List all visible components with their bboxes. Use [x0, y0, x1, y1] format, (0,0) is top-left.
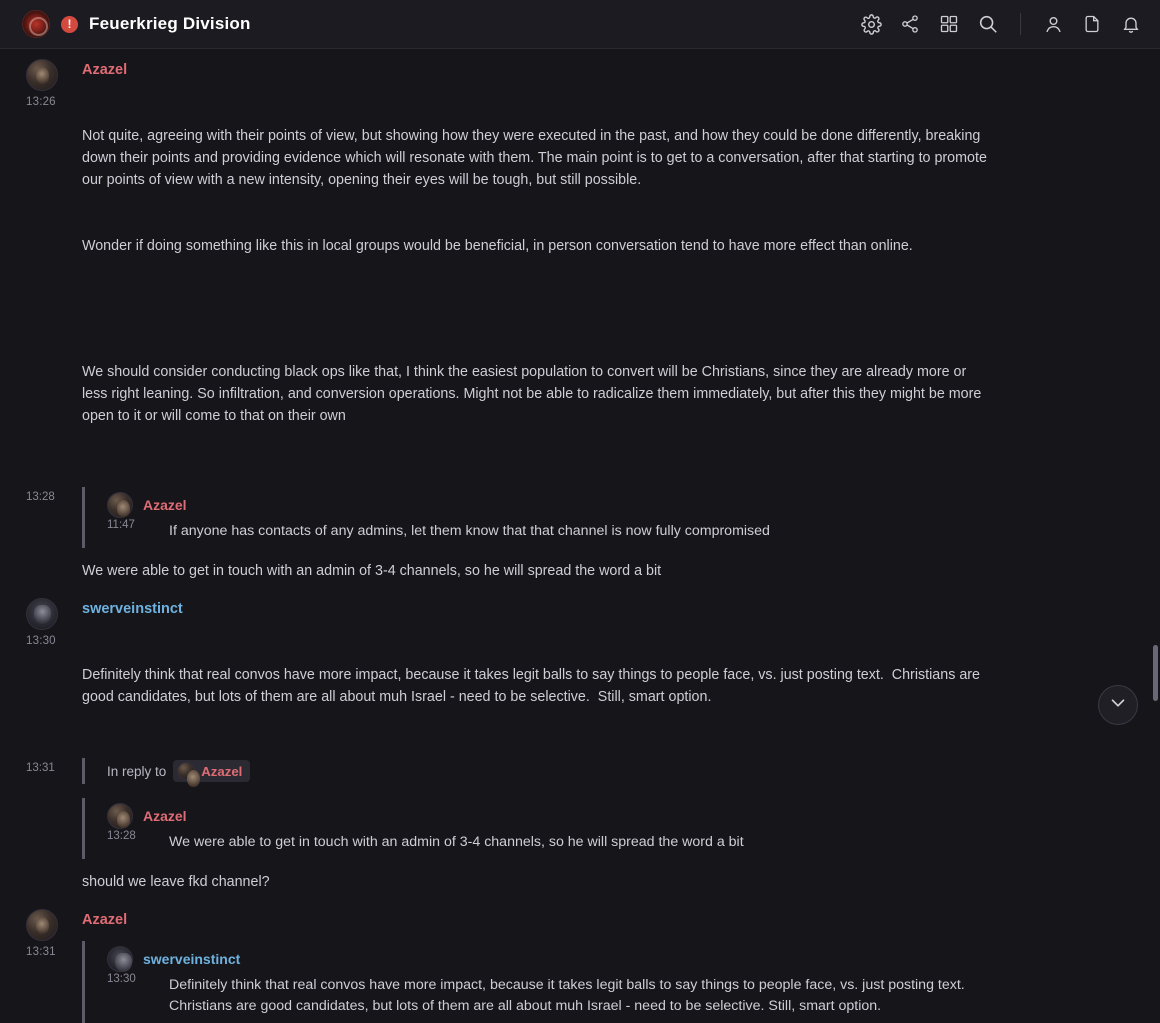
- message-timestamp: 13:31: [26, 946, 56, 958]
- page-title: Feuerkrieg Division: [89, 14, 251, 33]
- person-icon[interactable]: [1042, 13, 1064, 35]
- avatar[interactable]: [107, 946, 133, 972]
- message-item: [0, 758, 1160, 893]
- message-author[interactable]: swerveinstinct: [82, 601, 183, 617]
- avatar[interactable]: [26, 59, 58, 91]
- in-reply-to-author: Azazel: [201, 763, 243, 779]
- scroll-to-bottom-button[interactable]: [1098, 685, 1138, 725]
- header-right: [860, 13, 1142, 35]
- chevron-down-icon: [1107, 692, 1129, 719]
- quoted-message-text: If anyone has contacts of any admins, let them know that that channel is now fully compromised: [169, 523, 770, 539]
- message-header: [82, 59, 990, 81]
- message-timestamp: 13:30: [26, 635, 56, 647]
- avatar[interactable]: [26, 598, 58, 630]
- app-header: [0, 0, 1160, 49]
- message-author[interactable]: Azazel: [82, 912, 128, 928]
- in-reply-to[interactable]: [82, 758, 990, 784]
- message-paragraph: Wonder if doing something like this in local groups would be beneficial, in person conversation tend to have more effect than online.: [82, 238, 913, 254]
- message-body: [82, 81, 990, 471]
- in-reply-to-chip[interactable]: [173, 760, 250, 782]
- header-left: [22, 10, 860, 38]
- message-gutter: [26, 598, 72, 647]
- document-icon[interactable]: [1081, 13, 1103, 35]
- paragraph-spacer: [82, 301, 990, 317]
- message-timestamp: 13:26: [26, 96, 56, 108]
- message-list[interactable]: [0, 49, 1160, 1014]
- quoted-message-timestamp: 11:47: [107, 519, 135, 531]
- avatar[interactable]: [107, 492, 133, 518]
- message-timestamp: 13:28: [26, 491, 55, 503]
- avatar[interactable]: [26, 909, 58, 941]
- quoted-message-text: We were able to get in touch with an admin of 3-4 channels, so he will spread the word a bit: [169, 834, 744, 850]
- quoted-message-timestamp: 13:28: [107, 830, 136, 842]
- message-item: [0, 487, 1160, 582]
- bell-icon[interactable]: [1120, 13, 1142, 35]
- message-timestamp: 13:31: [26, 762, 55, 774]
- share-icon[interactable]: [899, 13, 921, 35]
- message-item: [0, 59, 1160, 475]
- message-header: [82, 909, 990, 931]
- avatar[interactable]: [107, 803, 133, 829]
- quoted-message-timestamp: 13:30: [107, 973, 136, 985]
- message-gutter: [26, 909, 72, 958]
- message-item: [0, 598, 1160, 752]
- message-paragraph: Definitely think that real convos have more impact, because it takes legit balls to say things to people face, vs. just posting text. Christians are good candidates, but lots of them are all about muh Israel - need to be selective. Still, smart option.: [82, 667, 984, 705]
- quoted-message-header: [107, 945, 990, 973]
- in-reply-to-label: In reply to: [107, 763, 167, 779]
- quoted-message[interactable]: [82, 941, 990, 1023]
- scrollbar-thumb[interactable]: [1153, 645, 1158, 701]
- server-avatar[interactable]: [22, 10, 50, 38]
- quoted-message-author[interactable]: swerveinstinct: [143, 951, 241, 967]
- search-icon[interactable]: [977, 13, 999, 35]
- message-paragraph: We should consider conducting black ops like that, I think the easiest population to convert will be Christians, since they are already more or less right leaning. So infiltration, and conversion operations. Might not be able to radicalize them immediately, but after this they might be more open to it or will come to that on their own: [82, 364, 986, 424]
- quoted-message-header: [107, 802, 990, 830]
- gear-icon[interactable]: [860, 13, 882, 35]
- avatar: [177, 762, 195, 780]
- quoted-message-author[interactable]: Azazel: [143, 497, 187, 513]
- header-divider: [1020, 13, 1021, 35]
- quoted-message[interactable]: [82, 798, 990, 859]
- message-body: We were able to get in touch with an admin of 3-4 channels, so he will spread the word a bit: [82, 563, 662, 579]
- message-item: [0, 909, 1160, 1023]
- quoted-message-author[interactable]: Azazel: [143, 808, 187, 824]
- message-paragraph: Not quite, agreeing with their points of view, but showing how they were executed in the past, and how they could be done differently, breaking down their points and providing evidence which will resonate with them. The main point is to get to a conversation, after that starting to promote our points of view with a new intensity, opening their eyes will be tough, but still possible.: [82, 128, 991, 188]
- message-header: [82, 598, 990, 620]
- quoted-message[interactable]: [82, 487, 990, 548]
- quoted-message-header: [107, 491, 990, 519]
- message-body: [82, 620, 990, 752]
- quoted-message-text: Definitely think that real convos have more impact, because it takes legit balls to say things to people face, vs. just posting text. Christians are good candidates, but lots of them are all about muh Israel - need to be selective. Still, smart option.: [169, 977, 965, 1014]
- message-author[interactable]: Azazel: [82, 62, 128, 78]
- grid-icon[interactable]: [938, 13, 960, 35]
- message-body: should we leave fkd channel?: [82, 874, 270, 890]
- message-gutter: [26, 59, 72, 108]
- alert-badge: !: [61, 16, 78, 33]
